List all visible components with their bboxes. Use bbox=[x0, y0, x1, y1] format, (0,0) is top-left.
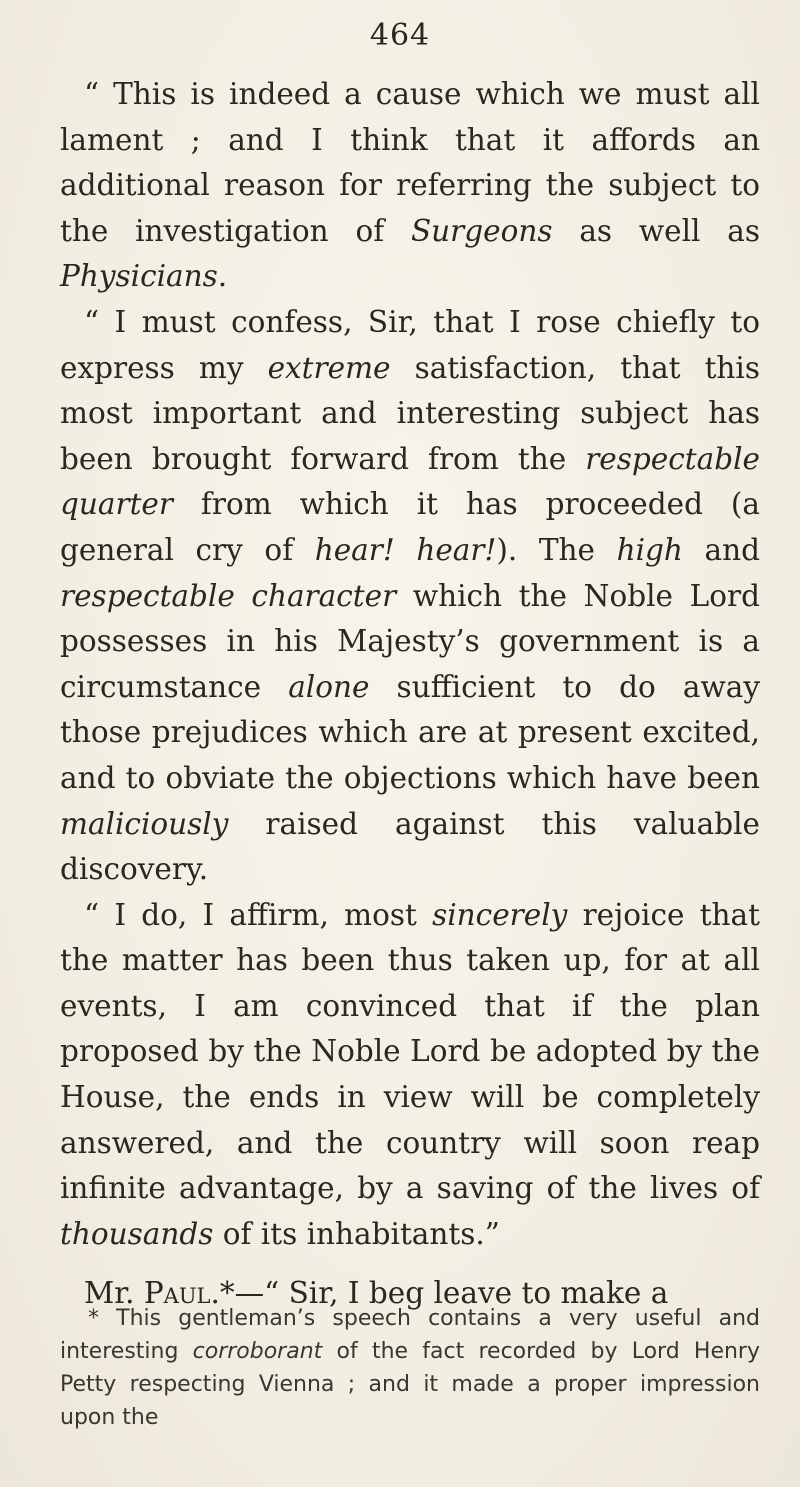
italic-extreme: extreme bbox=[267, 350, 391, 385]
speaker-name: Paul bbox=[143, 1276, 211, 1311]
paragraph-2-text: raised against this valuable discovery. bbox=[60, 806, 760, 887]
italic-corroborant: corroborant bbox=[192, 1339, 323, 1364]
paragraph-1-text: “ This is indeed a cause which we must all lament ; and I think that it affords an additional reason for referring the subject to the investigation of bbox=[60, 77, 760, 248]
paragraph-2 bbox=[60, 300, 760, 893]
paragraph-2-text: “ I must confess, Sir, that I rose chiefly to express my bbox=[60, 304, 760, 385]
paragraph-1-text: . bbox=[217, 259, 228, 294]
paragraph-2-text: ). The bbox=[496, 532, 617, 567]
italic-high: high bbox=[616, 532, 683, 567]
italic-surgeons: Surgeons bbox=[410, 213, 553, 248]
paragraph-3-text: “ I do, I affirm, most bbox=[84, 897, 433, 932]
italic-thousands: thousands bbox=[60, 1216, 214, 1251]
paragraph-4-text: .*—“ Sir, I beg leave to make a bbox=[210, 1276, 669, 1311]
paragraph-2-text: satisfaction, that this most important and interesting subject has been brought forward from the bbox=[60, 350, 760, 476]
italic-respectable-quarter: respectable quarter bbox=[60, 441, 760, 522]
paragraph-2-text: sufficient to do away those prejudices which are at present excited, and to obviate the objections which have been bbox=[60, 669, 760, 795]
paragraph-2-text: which the Noble Lord possesses in his Majesty’s government is a circumstance bbox=[60, 578, 760, 704]
italic-hear-hear: hear! hear! bbox=[314, 532, 497, 567]
paragraph-3-text: of its inhabitants.” bbox=[213, 1216, 500, 1251]
paragraph-3 bbox=[60, 893, 760, 1258]
footnote-text: of the fact recorded by Lord Henry Petty respecting Vienna ; and it made a proper impression upon the bbox=[60, 1339, 760, 1430]
body-text bbox=[60, 72, 760, 1317]
italic-physicians: Physicians bbox=[60, 259, 218, 294]
footnote-text: * This gentleman’s speech contains a very useful and interesting bbox=[60, 1306, 760, 1364]
paragraph-3-text: rejoice that the matter has been thus taken up, for at all events, I am convinced that if the plan proposed by the Noble Lord be adopted by the House, the ends in view will be completely answered, and the country will soon reap infinite advantage, by a saving of the lives of bbox=[60, 897, 760, 1206]
paragraph-2-text: from which it has proceeded (a general cry of bbox=[60, 487, 760, 567]
italic-alone: alone bbox=[288, 669, 370, 704]
italic-respectable-character: respectable character bbox=[60, 578, 397, 613]
footnote bbox=[60, 1302, 760, 1434]
paragraph-1-text: as well as bbox=[552, 213, 760, 248]
paragraph-2-text: and bbox=[682, 532, 760, 567]
page-number: 464 bbox=[369, 18, 431, 53]
italic-maliciously: maliciously bbox=[60, 806, 229, 841]
paragraph-4-text: Mr. bbox=[84, 1276, 144, 1311]
italic-sincerely: sincerely bbox=[432, 897, 568, 932]
paragraph-1 bbox=[60, 72, 760, 300]
